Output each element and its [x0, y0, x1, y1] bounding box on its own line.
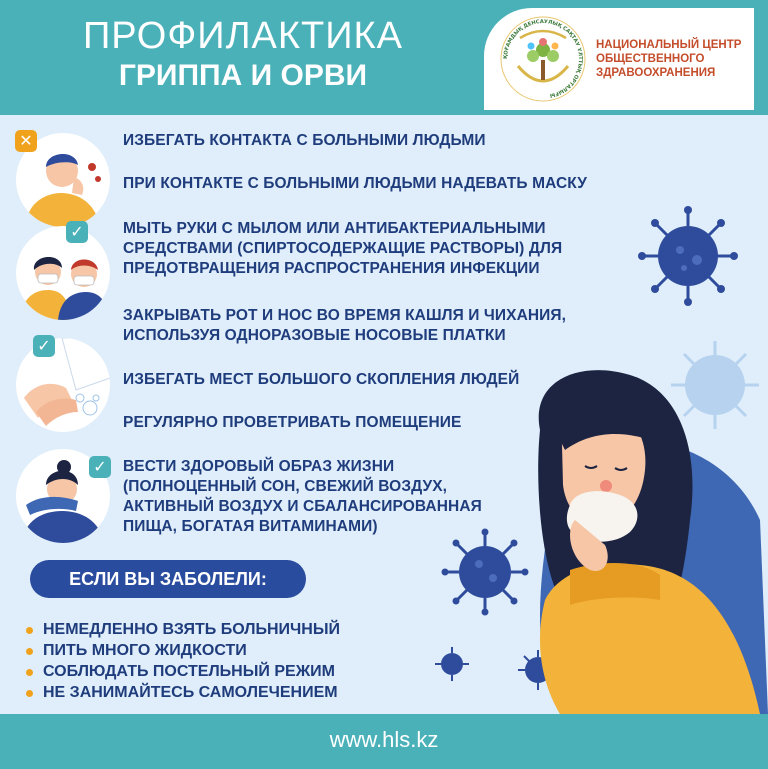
- virus-icon: [671, 341, 759, 429]
- org-name-line: НАЦИОНАЛЬНЫЙ ЦЕНТР: [596, 39, 742, 51]
- recommendation-line: ВЕСТИ ЗДОРОВЫЙ ОБРАЗ ЖИЗНИ: [123, 458, 395, 475]
- if-sick-item-label: НЕ ЗАНИМАЙТЕСЬ САМОЛЕЧЕНИЕМ: [43, 684, 338, 701]
- virus-icon: [442, 529, 529, 616]
- website-link[interactable]: www.hls.kz: [329, 727, 439, 752]
- bullet-icon: [26, 627, 33, 634]
- if-sick-item: [43, 620, 340, 640]
- if-sick-item: [43, 662, 335, 682]
- check-badge-icon: ✓: [33, 335, 55, 357]
- recommendation-line: ИЗБЕГАТЬ КОНТАКТА С БОЛЬНЫМИ ЛЮДЬМИ: [123, 132, 486, 149]
- virus-icon: [638, 206, 738, 306]
- recommendation-line: МЫТЬ РУКИ С МЫЛОМ ИЛИ АНТИБАКТЕРИАЛЬНЫМИ: [123, 220, 546, 237]
- if-sick-item-label: ПИТЬ МНОГО ЖИДКОСТИ: [43, 642, 247, 659]
- recommendation-item: [123, 306, 566, 346]
- check-badge-icon: ✓: [66, 221, 88, 243]
- recommendation-line: ЗАКРЫВАТЬ РОТ И НОС ВО ВРЕМЯ КАШЛЯ И ЧИХАНИЯ,: [123, 307, 567, 324]
- bullet-icon: [26, 690, 33, 697]
- recommendation-line: ПИЩА, БОГАТАЯ ВИТАМИНАМИ): [123, 518, 378, 535]
- if-sick-item-label: НЕМЕДЛЕННО ВЗЯТЬ БОЛЬНИЧНЫЙ: [43, 621, 340, 638]
- recommendation-line: РЕГУЛЯРНО ПРОВЕТРИВАТЬ ПОМЕЩЕНИЕ: [123, 414, 462, 431]
- recommendation-item: [123, 174, 587, 194]
- if-sick-heading: ЕСЛИ ВЫ ЗАБОЛЕЛИ:: [30, 560, 306, 598]
- title-line-2: ГРИППА И ОРВИ: [118, 59, 368, 92]
- recommendation-line: СРЕДСТВАМИ (СПИРТОСОДЕРЖАЩИЕ РАСТВОРЫ) ДЛЯ: [123, 240, 563, 257]
- recommendation-line: ПРИ КОНТАКТЕ С БОЛЬНЫМИ ЛЮДЬМИ НАДЕВАТЬ МАСКУ: [123, 175, 587, 192]
- bullet-icon: [26, 648, 33, 655]
- recommendation-item: [123, 131, 486, 151]
- logo-ring-text: ҚОҒАМДЫҚ ДЕНСАУЛЫҚ САҚТАУ ҰЛТТЫҚ ОРТАЛЫҒЫ: [502, 18, 584, 99]
- recommendation-line: ИСПОЛЬЗУЯ ОДНОРАЗОВЫЕ НОСОВЫЕ ПЛАТКИ: [123, 327, 506, 344]
- org-name-line: ЗДРАВООХРАНЕНИЯ: [596, 67, 716, 79]
- recommendation-item: [123, 370, 519, 390]
- virus-icon: [435, 647, 469, 681]
- wash-hands-illustration: [16, 338, 110, 432]
- recommendation-line: АКТИВНЫЙ ВОЗДУХ И СБАЛАНСИРОВАННАЯ: [123, 498, 482, 515]
- recommendation-line: (ПОЛНОЦЕННЫЙ СОН, СВЕЖИЙ ВОЗДУХ,: [123, 478, 448, 495]
- check-badge-icon: ✓: [89, 456, 111, 478]
- cross-badge-icon: ✕: [15, 130, 37, 152]
- if-sick-item: [43, 641, 247, 661]
- if-sick-item: [43, 683, 338, 703]
- recommendation-line: ИЗБЕГАТЬ МЕСТ БОЛЬШОГО СКОПЛЕНИЯ ЛЮДЕЙ: [123, 371, 520, 388]
- recommendation-item: [123, 457, 482, 537]
- if-sick-item-label: СОБЛЮДАТЬ ПОСТЕЛЬНЫЙ РЕЖИМ: [43, 663, 335, 680]
- recommendation-item: [123, 413, 461, 433]
- footer-bar: [0, 714, 768, 769]
- recommendation-line: ПРЕДОТВРАЩЕНИЯ РАСПРОСТРАНЕНИЯ ИНФЕКЦИИ: [123, 260, 540, 277]
- wear-mask-illustration: [16, 226, 110, 320]
- title-line-1: ПРОФИЛАКТИКА: [82, 15, 403, 57]
- org-name-line: ОБЩЕСТВЕННОГО: [596, 53, 705, 65]
- bullet-icon: [26, 669, 33, 676]
- recommendation-item: [123, 219, 562, 279]
